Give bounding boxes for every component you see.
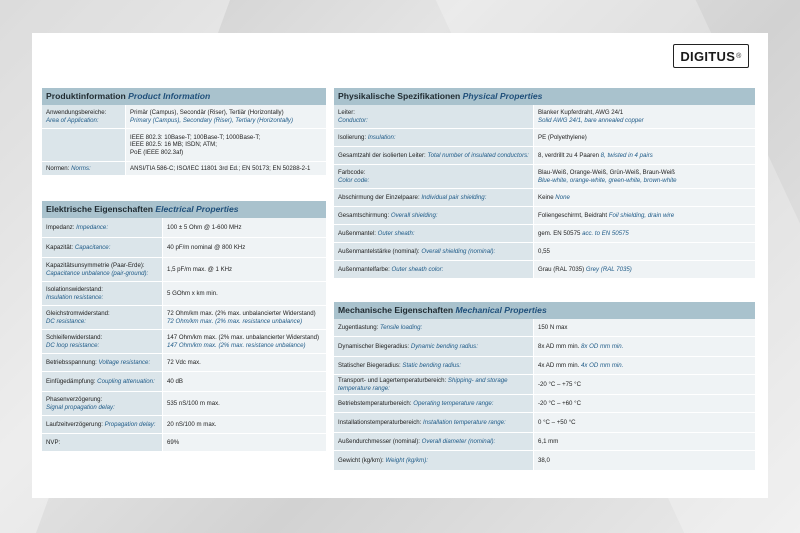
table-row	[334, 207, 755, 225]
title-en: Physical Properties	[462, 91, 543, 101]
table-row	[42, 258, 326, 282]
key-en: Total number of insulated conductors:	[427, 151, 529, 159]
value-en: Grey (RAL 7035)	[585, 265, 632, 273]
row-key	[334, 243, 534, 261]
row-value	[534, 413, 755, 433]
key-en: Insulation:	[367, 133, 396, 141]
value-de: 100 ± 5 Ohm @ 1-600 MHz	[167, 223, 242, 231]
row-value	[163, 258, 326, 282]
table-row	[42, 434, 326, 452]
key-en: Weight (kg/km):	[385, 456, 428, 464]
section-product-information	[42, 88, 326, 176]
value-de: 147 Ohm/km max. (2% max. unbalancierter Widerstand)	[167, 333, 320, 341]
value-de: Keine	[538, 193, 554, 201]
table-row	[334, 337, 755, 357]
value-de: PE (Polyethylene)	[538, 133, 587, 141]
row-value	[163, 306, 326, 330]
table-row	[42, 129, 326, 162]
row-key	[334, 433, 534, 451]
row-key	[42, 258, 163, 282]
table-row	[42, 238, 326, 258]
row-value	[126, 129, 326, 162]
value-de: Blau-Weiß, Orange-Weiß, Grün-Weiß, Braun-Weiß	[538, 168, 676, 176]
spec-table	[42, 218, 326, 452]
value-de: -20 °C – +60 °C	[538, 399, 581, 407]
table-row	[334, 375, 755, 395]
value-de: 72 Ohm/km max. (2% max. unbalancierter Widerstand)	[167, 309, 316, 317]
key-de: Außenmantelfarbe:	[338, 265, 390, 273]
row-value	[163, 330, 326, 354]
key-de: Außenmantelstärke (nominal):	[338, 247, 420, 255]
value-en: Primary (Campus), Secondary (Riser), Tertiary (Horizontally)	[130, 116, 293, 124]
key-de: Isolationswiderstand:	[46, 285, 103, 293]
title-en: Product Information	[128, 91, 211, 101]
section-mechanical-properties	[334, 302, 755, 471]
key-de: Gesamtzahl der isolierten Leiter:	[338, 151, 426, 159]
table-row	[42, 105, 326, 129]
value-en: 8x OD mm min.	[581, 342, 624, 350]
row-key	[42, 372, 163, 392]
row-value	[163, 434, 326, 452]
value-de: gem. EN 50575	[538, 229, 581, 237]
key-de: Betriebsspannung:	[46, 358, 97, 366]
key-de: Zugentlastung:	[338, 323, 379, 331]
row-value	[534, 225, 755, 243]
row-value	[534, 165, 755, 189]
section-title	[334, 302, 755, 319]
key-en: Tensile loading:	[380, 323, 423, 331]
key-en: Static bending radius:	[402, 361, 461, 369]
key-en: DC loop resistance:	[46, 341, 100, 349]
section-title	[42, 201, 326, 218]
value-de: 38,0	[538, 456, 550, 464]
row-key	[334, 225, 534, 243]
value-en: Blue-white, orange-white, green-white, brown-white	[538, 176, 677, 184]
spec-sheet	[32, 33, 768, 498]
value-de: 40 pF/m nominal @ 800 KHz	[167, 243, 246, 251]
key-en: Dynamic bending radius:	[410, 342, 478, 350]
value-de: 150 N max	[538, 323, 568, 331]
row-key	[334, 451, 534, 471]
key-en: Outer sheath color:	[391, 265, 444, 273]
table-row	[42, 354, 326, 372]
spec-table	[334, 105, 755, 279]
value-de: 69%	[167, 438, 180, 446]
key-en: Voltage resistance:	[98, 358, 151, 366]
key-de: Dynamischer Biegeradius:	[338, 342, 410, 350]
table-row	[42, 162, 326, 176]
key-en: Conductor:	[338, 116, 368, 124]
title-de: Elektrische Eigenschaften	[46, 204, 153, 214]
row-key	[42, 129, 126, 162]
row-key	[334, 189, 534, 207]
table-row	[42, 330, 326, 354]
row-key	[334, 337, 534, 357]
row-value	[534, 189, 755, 207]
value-de: 40 dB	[167, 377, 183, 385]
row-value	[534, 105, 755, 129]
row-value	[126, 162, 326, 176]
table-row	[334, 189, 755, 207]
title-en: Mechanical Properties	[455, 305, 547, 315]
row-key	[334, 261, 534, 279]
key-en: Overall diameter (nominal):	[421, 437, 496, 445]
key-en: Overall shielding:	[390, 211, 438, 219]
row-value	[534, 395, 755, 413]
value-en: None	[555, 193, 570, 201]
table-row	[334, 129, 755, 147]
key-en: Operating temperature range:	[413, 399, 494, 407]
table-row	[42, 392, 326, 416]
table-row	[334, 165, 755, 189]
row-key	[334, 207, 534, 225]
value-en: Solid AWG 24/1, bare annealed copper	[538, 116, 644, 124]
value-en: acc. to EN 50575	[582, 229, 629, 237]
key-de: Außenmantel:	[338, 229, 376, 237]
row-value	[534, 433, 755, 451]
value-de: Grau (RAL 7035)	[538, 265, 585, 273]
table-row	[334, 395, 755, 413]
spec-table	[42, 105, 326, 176]
table-row	[42, 282, 326, 306]
row-value	[534, 207, 755, 225]
value-de: 0 °C – +50 °C	[538, 418, 576, 426]
row-key	[334, 357, 534, 375]
digitus-logo	[673, 44, 749, 68]
value-de: 8x AD mm min.	[538, 342, 580, 350]
row-key	[334, 165, 534, 189]
row-key	[42, 282, 163, 306]
value-de: Blanker Kupferdraht, AWG 24/1	[538, 108, 624, 116]
table-row	[42, 416, 326, 434]
row-value	[534, 319, 755, 337]
row-key	[334, 129, 534, 147]
key-de: Laufzeitverzögerung:	[46, 420, 103, 428]
value-en: 8, twisted in 4 pairs	[600, 151, 653, 159]
row-key	[42, 392, 163, 416]
key-en: Capacitance:	[74, 243, 111, 251]
value-en: 72 Ohm/km max. (2% max. resistance unbalance)	[167, 317, 303, 325]
key-en: Color code:	[338, 176, 370, 184]
table-row	[334, 413, 755, 433]
title-de: Mechanische Eigenschaften	[338, 305, 454, 315]
key-en: Shipping- and storage temperature range:	[338, 377, 508, 392]
row-key	[42, 330, 163, 354]
row-key	[334, 105, 534, 129]
value-de: 20 nS/100 m max.	[167, 420, 217, 428]
table-row	[334, 105, 755, 129]
spec-table	[334, 319, 755, 471]
row-value	[163, 218, 326, 238]
key-en: DC resistance:	[46, 317, 86, 325]
value-en: 147 Ohm/km max. (2% max. resistance unbalance)	[167, 341, 306, 349]
row-value	[534, 147, 755, 165]
key-en: Individual pair shielding:	[421, 193, 487, 201]
row-value	[163, 372, 326, 392]
key-de: Gleichstromwiderstand:	[46, 309, 110, 317]
table-row	[334, 261, 755, 279]
section-physical-properties	[334, 88, 755, 279]
section-title	[42, 88, 326, 105]
row-value	[534, 375, 755, 395]
table-row	[42, 372, 326, 392]
key-de: Installationstemperaturbereich:	[338, 418, 422, 426]
value-de: 4x AD mm min.	[538, 361, 580, 369]
row-value	[163, 282, 326, 306]
row-key	[42, 306, 163, 330]
row-value	[126, 105, 326, 129]
logo-text: DIGITUS	[680, 48, 736, 64]
table-row	[334, 319, 755, 337]
key-de: Kapazitätsunsymmetrie (Paar-Erde):	[46, 261, 145, 269]
key-de: Phasenverzögerung:	[46, 395, 103, 403]
key-en: Signal propagation delay:	[46, 403, 115, 411]
row-value	[163, 392, 326, 416]
key-en: Insulation resistance:	[46, 293, 104, 301]
row-value	[534, 337, 755, 357]
key-de: Betriebstemperaturbereich:	[338, 399, 412, 407]
key-en: Overall shielding (nominal):	[421, 247, 496, 255]
key-de: NVP:	[46, 438, 61, 446]
key-de: Leiter:	[338, 108, 355, 116]
value-de: 1,5 pF/m max. @ 1 KHz	[167, 265, 233, 273]
row-key	[42, 434, 163, 452]
key-de: Impedanz:	[46, 223, 75, 231]
section-title	[334, 88, 755, 105]
value-en: Foil shielding, drain wire	[608, 211, 675, 219]
key-en: Impedance:	[76, 223, 109, 231]
title-en: Electrical Properties	[155, 204, 239, 214]
row-key	[42, 162, 126, 176]
value-de: 6,1 mm	[538, 437, 559, 445]
key-de: Kapazität:	[46, 243, 74, 251]
key-en: Outer sheath:	[377, 229, 415, 237]
key-en: Installation temperature range:	[423, 418, 506, 426]
table-row	[334, 225, 755, 243]
row-key	[334, 147, 534, 165]
row-key	[42, 354, 163, 372]
row-key	[42, 105, 126, 129]
table-row	[334, 147, 755, 165]
key-de: Abschirmung der Einzelpaare:	[338, 193, 420, 201]
key-de: Schleifenwiderstand:	[46, 333, 103, 341]
key-en: Coupling attenuation:	[97, 377, 155, 385]
value-de: 535 nS/100 m max.	[167, 399, 220, 407]
table-row	[42, 218, 326, 238]
row-value	[534, 451, 755, 471]
row-value	[534, 261, 755, 279]
row-value	[534, 243, 755, 261]
key-de: Statischer Biegeradius:	[338, 361, 401, 369]
table-row	[334, 243, 755, 261]
key-en: Norms:	[71, 164, 91, 172]
value-de: 8, verdrillt zu 4 Paaren	[538, 151, 599, 159]
key-en: Capacitance unbalance (pair-ground):	[46, 269, 149, 277]
value-de: 0,55	[538, 247, 550, 255]
key-en: Propagation delay:	[104, 420, 156, 428]
table-row	[334, 357, 755, 375]
value-en: 4x OD mm min.	[581, 361, 624, 369]
key-de: Außendurchmesser (nominal):	[338, 437, 420, 445]
row-key	[334, 413, 534, 433]
key-de: Normen:	[46, 164, 70, 172]
value-de: 72 Vdc max.	[167, 358, 201, 366]
row-value	[163, 416, 326, 434]
row-key	[42, 218, 163, 238]
value-line: IEEE 802.5: 16 MB; ISDN; ATM;	[130, 141, 217, 149]
title-de: Physikalische Spezifikationen	[338, 91, 461, 101]
value-de: -20 °C – +75 °C	[538, 380, 581, 388]
row-value	[163, 238, 326, 258]
key-de: Anwendungsbereiche:	[46, 108, 107, 116]
key-de: Farbcode:	[338, 168, 366, 176]
row-value	[534, 129, 755, 147]
row-key	[334, 395, 534, 413]
registered-mark: ®	[736, 52, 742, 60]
key-en: Area of Application:	[46, 116, 99, 124]
key-de: Gesamtschirmung:	[338, 211, 390, 219]
key-de: Isolierung:	[338, 133, 367, 141]
row-key	[334, 319, 534, 337]
row-value	[163, 354, 326, 372]
value-line: IEEE 802.3: 10Base-T; 100Base-T; 1000Base-T;	[130, 133, 261, 141]
value-de: 5 GOhm x km min.	[167, 289, 218, 297]
section-electrical-properties	[42, 201, 326, 452]
value-de: Foliengeschirmt, Beidraht	[538, 211, 608, 219]
key-de: Einfügedämpfung:	[46, 377, 96, 385]
row-value	[534, 357, 755, 375]
table-row	[334, 433, 755, 451]
value-line: PoE (IEEE 802.3af)	[130, 148, 184, 156]
key-de: Transport- und Lagertemperaturbereich:	[338, 377, 447, 384]
value-de: Primär (Campus), Secondär (Riser), Tertiär (Horizontally)	[130, 108, 284, 116]
row-key	[334, 375, 534, 395]
row-key	[42, 238, 163, 258]
title-de: Produktinformation	[46, 91, 126, 101]
key-de: Gewicht (kg/km):	[338, 456, 384, 464]
value-de: ANSI/TIA 586-C; ISO/IEC 11801 3rd Ed.; EN 50173; EN 50288-2-1	[130, 164, 311, 172]
row-key	[42, 416, 163, 434]
table-row	[42, 306, 326, 330]
table-row	[334, 451, 755, 471]
